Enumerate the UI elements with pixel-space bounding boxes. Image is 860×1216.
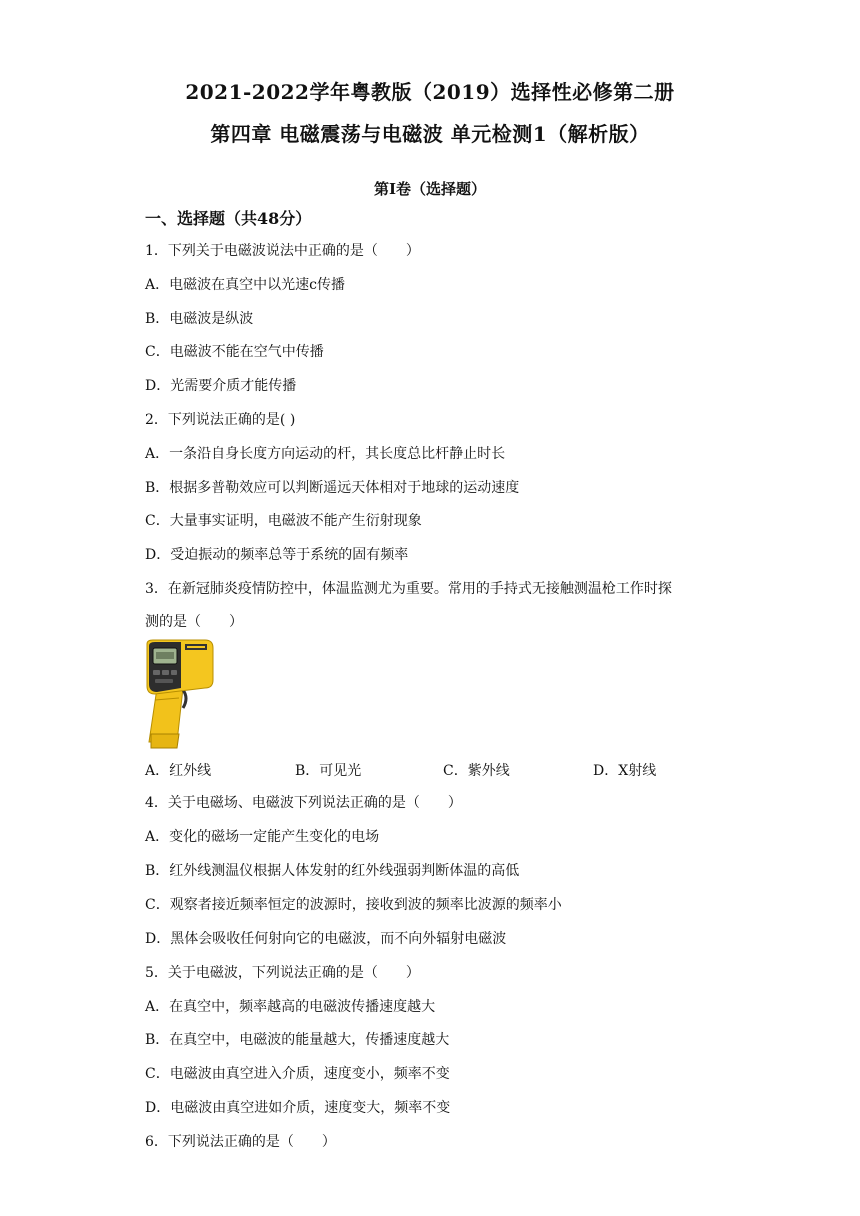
question-1-option-d: D．光需要介质才能传播 bbox=[145, 378, 297, 394]
question-1-stem: 1．下列关于电磁波说法中正确的是（ ） bbox=[145, 243, 420, 259]
question-2-option-a: A．一条沿自身长度方向运动的杆，其长度总比杆静止时长 bbox=[145, 446, 506, 462]
question-5-option-a: A．在真空中，频率越高的电磁波传播速度越大 bbox=[145, 999, 436, 1015]
question-3-stem-line2: 测的是（ ） bbox=[145, 614, 243, 630]
document-title-line1: 2021-2022学年粤教版（2019）选择性必修第二册 bbox=[185, 80, 675, 104]
question-2-option-d: D．受迫振动的频率总等于系统的固有频率 bbox=[145, 547, 409, 563]
question-4-option-b: B．红外线测温仪根据人体发射的红外线强弱判断体温的高低 bbox=[145, 863, 520, 879]
question-5-option-c: C．电磁波由真空进入介质，速度变小，频率不变 bbox=[145, 1066, 450, 1082]
question-5-stem: 5．关于电磁波，下列说法正确的是（ ） bbox=[145, 965, 420, 981]
question-2-stem: 2．下列说法正确的是( ) bbox=[145, 412, 296, 428]
question-4-stem: 4．关于电磁场、电磁波下列说法正确的是（ ） bbox=[145, 795, 462, 811]
section-heading: 一、选择题（共48分） bbox=[145, 209, 312, 228]
question-6-stem: 6．下列说法正确的是（ ） bbox=[145, 1134, 336, 1150]
question-1-option-a: A．电磁波在真空中以光速c传播 bbox=[145, 277, 345, 293]
question-4-option-c: C．观察者接近频率恒定的波源时，接收到波的频率比波源的频率小 bbox=[145, 897, 562, 913]
question-3-option-b: B．可见光 bbox=[295, 763, 362, 779]
question-3-option-a: A．红外线 bbox=[145, 763, 212, 779]
question-3-options bbox=[145, 760, 745, 778]
infrared-thermometer-icon bbox=[143, 638, 217, 754]
question-1-option-c: C．电磁波不能在空气中传播 bbox=[145, 344, 324, 360]
question-4-option-a: A．变化的磁场一定能产生变化的电场 bbox=[145, 829, 380, 845]
volume-heading: 第Ⅰ卷（选择题） bbox=[373, 180, 487, 198]
question-2-option-b: B．根据多普勒效应可以判断遥远天体相对于地球的运动速度 bbox=[145, 480, 520, 496]
question-5-option-d: D．电磁波由真空进如介质，速度变大，频率不变 bbox=[145, 1100, 451, 1116]
document-title-line2: 第四章 电磁震荡与电磁波 单元检测1（解析版） bbox=[210, 122, 650, 146]
question-5-option-b: B．在真空中，电磁波的能量越大，传播速度越大 bbox=[145, 1032, 450, 1048]
question-3-option-d: D．X射线 bbox=[593, 763, 657, 779]
question-3-stem-line1: 3．在新冠肺炎疫情防控中，体温监测尤为重要。常用的手持式无接触测温枪工作时探 bbox=[145, 581, 672, 597]
question-3-option-c: C．紫外线 bbox=[443, 763, 510, 779]
question-2-option-c: C．大量事实证明，电磁波不能产生衍射现象 bbox=[145, 513, 422, 529]
question-4-option-d: D．黑体会吸收任何射向它的电磁波，而不向外辐射电磁波 bbox=[145, 931, 507, 947]
question-1-option-b: B．电磁波是纵波 bbox=[145, 311, 254, 327]
